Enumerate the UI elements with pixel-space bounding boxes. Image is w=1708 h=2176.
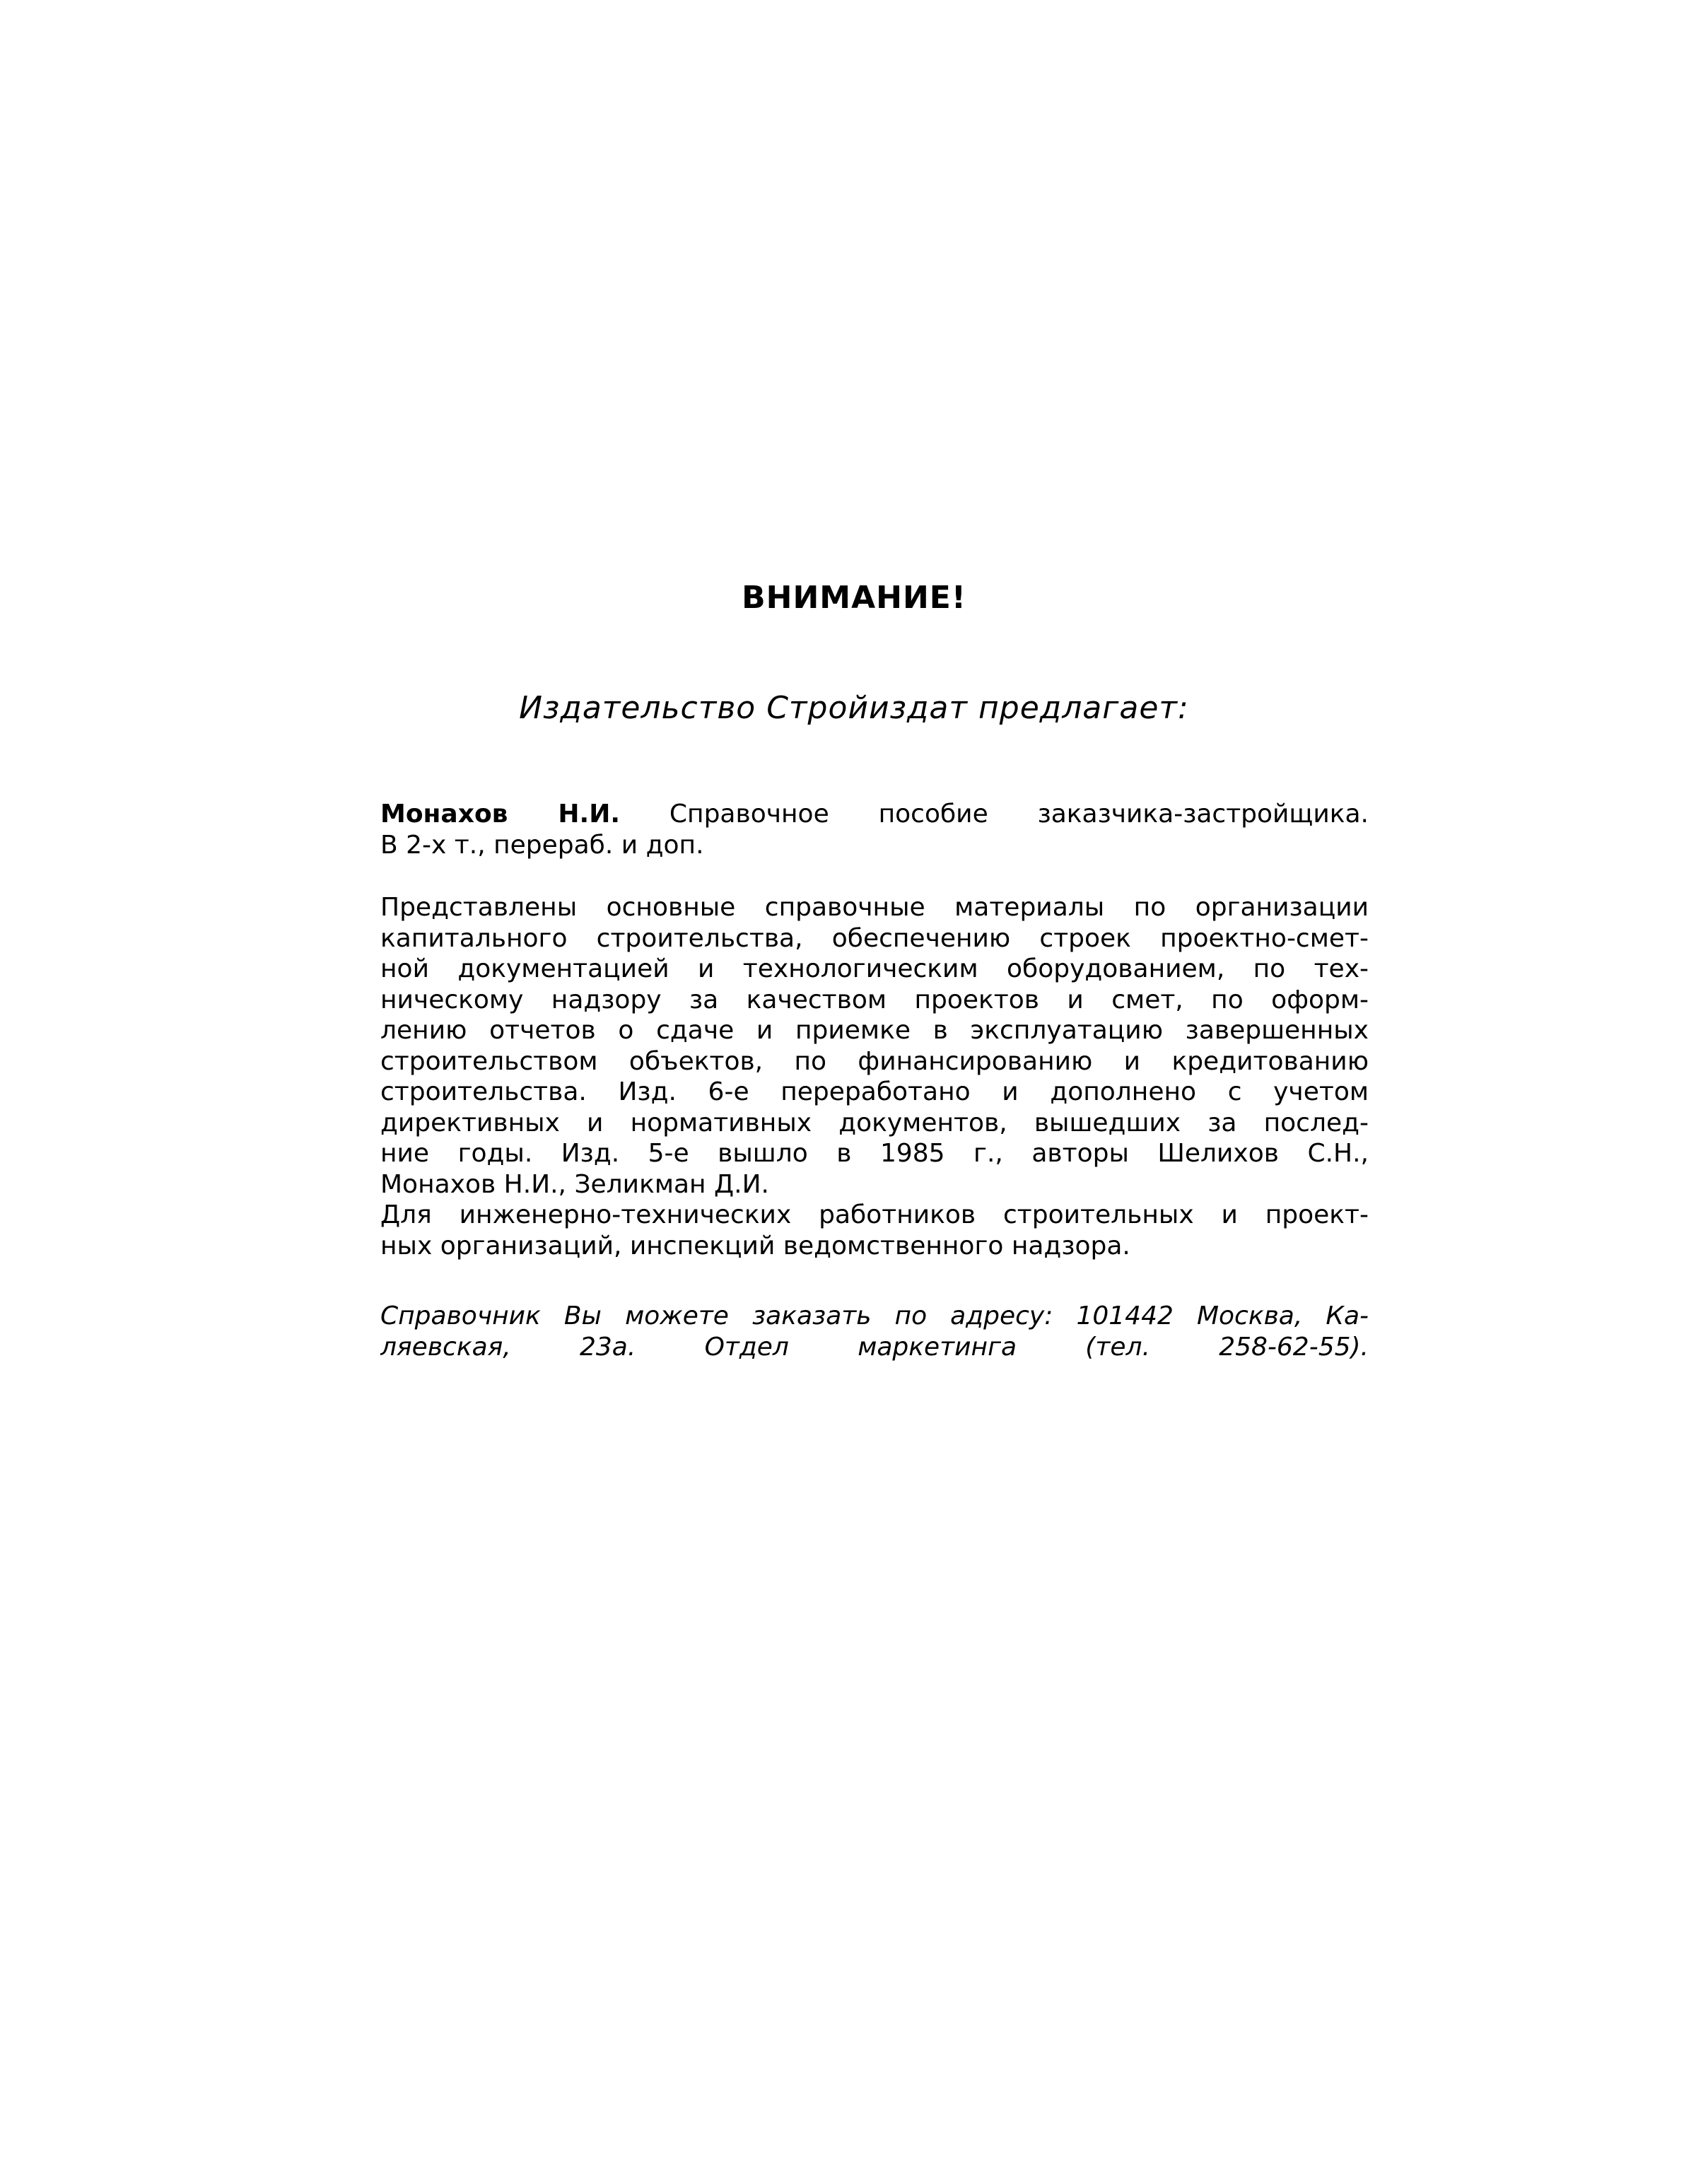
description-line: лению отчетов о сдаче и приемке в эксплуатацию завершенных <box>380 1016 1369 1045</box>
book-title-line-2: В 2-х т., перераб. и доп. <box>380 830 704 860</box>
page-heading: ВНИМАНИЕ! <box>742 580 966 616</box>
description-line: ной документацией и технологическим оборудованием, по тех- <box>380 954 1369 983</box>
book-author: Монахов Н.И. <box>380 800 621 829</box>
publisher-offer: Издательство Стройиздат предлагает: <box>519 690 1189 726</box>
description-line: ных организаций, инспекций ведомственного надзора. <box>380 1231 1130 1260</box>
order-line: Справочник Вы можете заказать по адресу: 101442 Москва, Ка- <box>380 1301 1369 1330</box>
description-line: капитального строительства, обеспечению строек проектно-смет- <box>380 923 1369 953</box>
description-line: строительства. Изд. 6-е переработано и дополнено с учетом <box>380 1077 1369 1106</box>
order-info <box>380 1301 1369 1362</box>
description-line: директивных и нормативных документов, вышедших за послед- <box>380 1108 1369 1137</box>
description-line: Представлены основные справочные материалы по организации <box>380 893 1369 922</box>
book-entry <box>380 799 1369 860</box>
description-line: ническому надзору за качеством проектов и смет, по оформ- <box>380 985 1369 1014</box>
description-line: Для инженерно-технических работников строительных и проект- <box>380 1200 1369 1229</box>
book-title: Справочное пособие заказчика-застройщика. <box>669 800 1369 829</box>
description-line: Монахов Н.И., Зеликман Д.И. <box>380 1169 769 1199</box>
description-line: ние годы. Изд. 5-е вышло в 1985 г., авторы Шелихов С.Н., <box>380 1139 1369 1168</box>
order-line: ляевская, 23а. Отдел маркетинга (тел. 258-62-55). <box>380 1332 1369 1362</box>
book-title-line-1 <box>380 799 1369 830</box>
description-line: строительством объектов, по финансированию и кредитованию <box>380 1046 1369 1076</box>
book-description <box>380 892 1369 1261</box>
